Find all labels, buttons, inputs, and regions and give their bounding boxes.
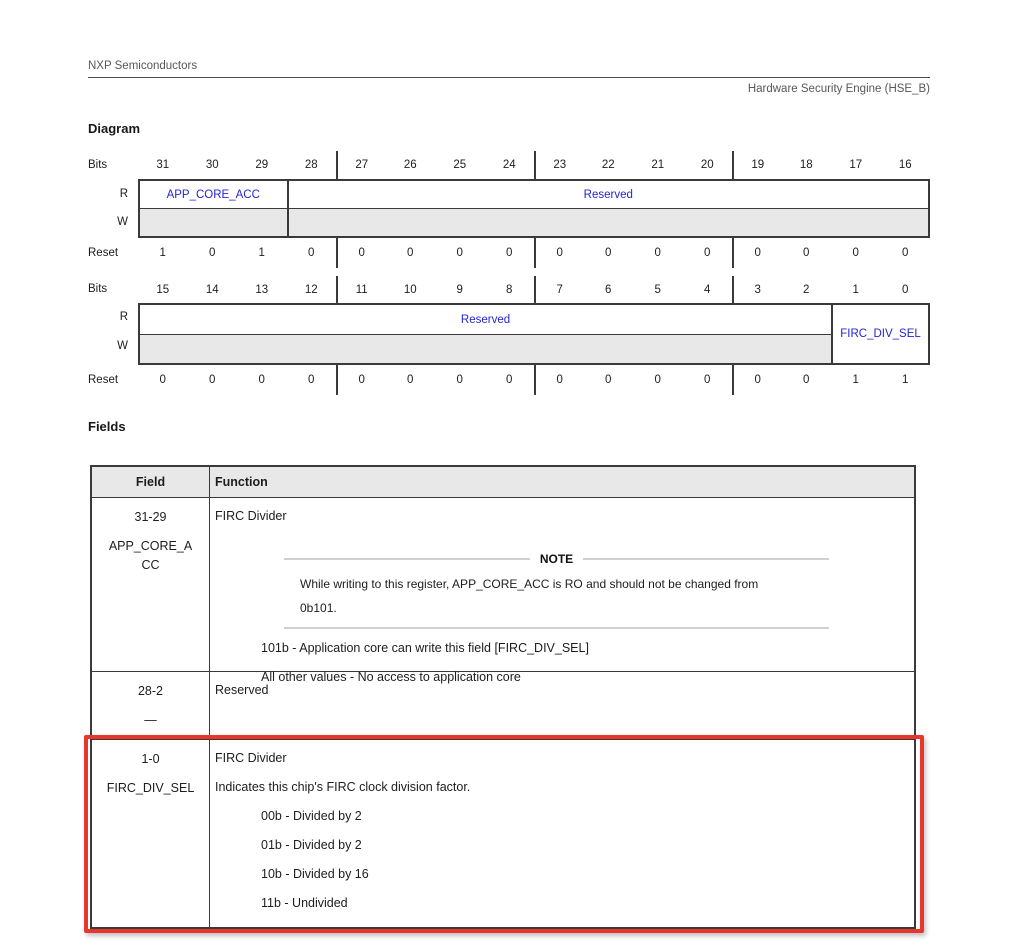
bit-number: 30 (205, 159, 219, 171)
bit-number: 11 (336, 276, 386, 303)
value-item: 101b - Application core can write this field [FIRC_DIV_SEL] (261, 640, 589, 655)
bit-number: 19 (732, 151, 782, 179)
field-cell (92, 740, 210, 927)
field-cell (92, 672, 210, 739)
reset-value: 0 (209, 374, 216, 386)
read-row (140, 181, 928, 208)
fields-table-header (92, 467, 914, 498)
write-row-label: W (117, 216, 128, 228)
bit-number: 7 (534, 276, 584, 303)
bit-number: 25 (453, 159, 467, 171)
field-bit-range: 31-29 (134, 510, 167, 524)
value-item: 00b - Divided by 2 (261, 809, 362, 823)
bit-number: 14 (205, 283, 219, 296)
bit-number: 22 (601, 159, 615, 171)
bit-number: 1 (852, 283, 859, 296)
header-rule (88, 77, 930, 78)
fields-heading: Fields (88, 419, 126, 434)
function-title: FIRC Divider (215, 509, 287, 523)
bit-number: 20 (700, 159, 714, 171)
bit-number: 17 (849, 159, 863, 171)
reset-value: 0 (654, 247, 661, 259)
bit-number: 12 (304, 283, 318, 296)
reset-value: 1 (159, 247, 166, 259)
table-row (92, 672, 914, 740)
reset-value: 0 (704, 247, 711, 259)
note-block (284, 552, 829, 629)
note-rule-left (284, 558, 530, 560)
note-text: While writing to this register, APP_CORE_ACC is RO and should not be changed from 0b101. (300, 577, 759, 615)
reset-label: Reset (88, 374, 119, 386)
reset-value: 0 (534, 365, 584, 395)
field-name: APP_CORE_ACC (108, 539, 193, 572)
diagram-heading: Diagram (88, 121, 141, 136)
function-title: Reserved (215, 683, 269, 697)
reset-values-row-high (138, 238, 930, 268)
reset-value: 1 (852, 374, 859, 386)
reset-value: 0 (407, 247, 414, 259)
bit-number: 26 (403, 159, 417, 171)
field-bit-range: 28-2 (137, 684, 164, 698)
reset-value: 0 (308, 374, 315, 386)
table-row-highlighted (92, 740, 914, 927)
value-item: All other values - No access to application core (261, 669, 521, 684)
field-bit-range: 1-0 (141, 752, 160, 766)
reset-value: 0 (852, 247, 859, 259)
bit-numbers-row-high (138, 151, 930, 179)
reset-value: 0 (605, 374, 612, 386)
reset-value: 0 (732, 365, 782, 395)
write-row (140, 208, 928, 236)
reset-value: 0 (654, 374, 661, 386)
reset-value: 0 (159, 374, 166, 386)
write-row-label: W (117, 340, 128, 352)
bit-number: 16 (898, 159, 912, 171)
reset-value: 0 (456, 374, 463, 386)
field-cell-firc-div-sel: FIRC_DIV_SEL (831, 305, 928, 363)
reset-value: 1 (258, 247, 265, 259)
column-header-field: Field (92, 467, 210, 497)
reset-value: 0 (336, 238, 386, 268)
bit-number: 24 (502, 159, 516, 171)
reset-label: Reset (88, 247, 119, 259)
field-cell (92, 498, 210, 671)
write-shaded-cell (140, 334, 831, 363)
field-cell-app-core-acc: APP_CORE_ACC (140, 181, 289, 208)
reset-value: 0 (456, 247, 463, 259)
bit-number: 6 (605, 283, 612, 296)
reset-value: 0 (258, 374, 265, 386)
function-title: FIRC Divider (215, 751, 287, 765)
register-diagram-high-word (138, 179, 930, 238)
reset-value: 0 (308, 247, 315, 259)
function-description: Indicates this chip's FIRC clock division factor. (215, 780, 471, 794)
reset-value: 0 (902, 247, 909, 259)
bit-number: 4 (704, 283, 711, 296)
bit-numbers-row-low (138, 276, 930, 303)
fields-table (90, 465, 916, 929)
note-rule-bottom (284, 627, 829, 629)
write-shaded-cell (140, 209, 289, 236)
bit-number: 0 (902, 283, 909, 296)
bit-number: 2 (803, 283, 810, 296)
bit-number: 10 (403, 283, 417, 296)
table-row (92, 498, 914, 684)
reset-value: 0 (605, 247, 612, 259)
field-name: FIRC_DIV_SEL (106, 781, 195, 795)
bit-number: 5 (654, 283, 661, 296)
reset-value: 0 (803, 374, 810, 386)
bit-number: 31 (156, 159, 170, 171)
note-rule-right (583, 558, 829, 560)
bit-number: 9 (456, 283, 463, 296)
field-cell-reserved: Reserved (289, 181, 929, 208)
bit-number: 27 (336, 151, 386, 179)
bits-label: Bits (88, 159, 108, 171)
function-cell (210, 740, 914, 927)
reset-value: 1 (902, 374, 909, 386)
function-cell (210, 672, 914, 739)
value-list (261, 807, 914, 913)
bit-number: 8 (506, 283, 513, 296)
function-cell (210, 498, 914, 684)
reset-value: 0 (506, 247, 513, 259)
note-title: NOTE (539, 552, 574, 566)
value-item: 11b - Undivided (261, 896, 348, 910)
reset-value: 0 (732, 238, 782, 268)
bit-number: 3 (732, 276, 782, 303)
field-name: — (144, 713, 157, 727)
value-item: 10b - Divided by 16 (261, 867, 369, 881)
reset-values-row-low (138, 365, 930, 395)
bit-number: 28 (304, 159, 318, 171)
vendor-name: NXP Semiconductors (88, 60, 198, 72)
write-shaded-cell (289, 209, 929, 236)
reset-value: 0 (506, 374, 513, 386)
bit-number: 13 (255, 283, 269, 296)
reset-value: 0 (209, 247, 216, 259)
read-row-label: R (119, 188, 128, 200)
field-cell-reserved: Reserved (140, 305, 831, 334)
read-row-label: R (119, 311, 128, 323)
reset-value: 0 (407, 374, 414, 386)
note-header (284, 552, 829, 566)
value-item: 01b - Divided by 2 (261, 838, 362, 852)
bit-number: 18 (799, 159, 813, 171)
bits-label: Bits (88, 283, 108, 295)
bit-number: 15 (156, 283, 170, 296)
reset-value: 0 (704, 374, 711, 386)
reset-value: 0 (336, 365, 386, 395)
bit-number: 29 (255, 159, 269, 171)
bit-number: 21 (651, 159, 665, 171)
bit-number: 23 (534, 151, 584, 179)
document-title: Hardware Security Engine (HSE_B) (747, 83, 930, 95)
register-diagram-low-word (138, 303, 930, 365)
reset-value: 0 (534, 238, 584, 268)
reset-value: 0 (803, 247, 810, 259)
column-header-function: Function (215, 475, 268, 489)
